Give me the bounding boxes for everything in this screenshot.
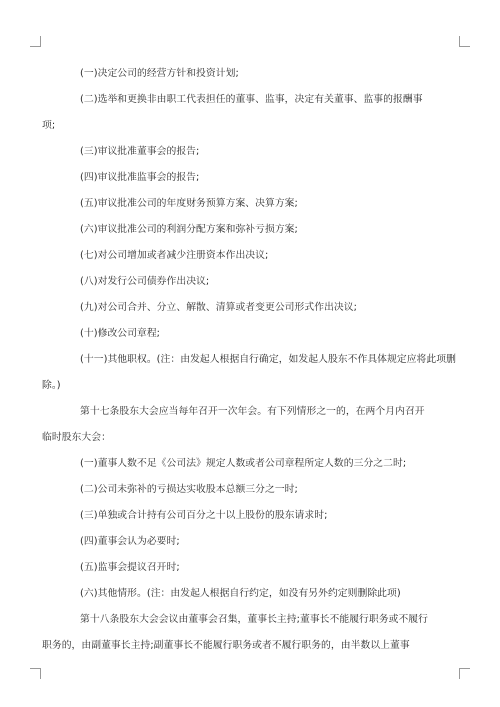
text-line: (十一)其他职权。(注：由发起人根据自行确定，如发起人股东不作具体规定应将此项删 — [80, 354, 456, 365]
text-line: 第十八条股东大会会议由董事会召集，董事长主持;董事长不能履行职务或不履行 — [80, 614, 428, 625]
text-line: 除。) — [42, 380, 61, 391]
text-line: (二)选举和更换非由职工代表担任的董事、监事，决定有关董事、监事的报酬事 — [80, 94, 423, 105]
crop-mark-top-right — [459, 36, 470, 47]
text-line: 临时股东大会： — [42, 432, 111, 443]
text-line: (一)决定公司的经营方针和投资计划; — [80, 68, 239, 79]
text-line: 项; — [42, 120, 56, 131]
text-line: (二)公司未弥补的亏损达实收股本总额三分之一时; — [80, 484, 298, 495]
text-line: (三)审议批准董事会的报告; — [80, 146, 200, 157]
text-line: (五)监事会提议召开时; — [80, 562, 180, 573]
text-line: 职务的，由副董事长主持;副董事长不能履行职务或者不履行职务的，由半数以上董事 — [42, 640, 410, 651]
crop-mark-bottom-left — [30, 668, 41, 679]
crop-mark-top-left — [30, 36, 41, 47]
text-line: (六)其他情形。(注：由发起人根据自行约定，如没有另外约定则删除此项) — [80, 588, 401, 599]
text-line: (四)董事会认为必要时; — [80, 536, 180, 547]
text-line: (九)对公司合并、分立、解散、清算或者变更公司形式作出决议; — [80, 302, 357, 313]
text-line: (六)审议批准公司的利润分配方案和弥补亏损方案; — [80, 224, 298, 235]
text-line: 第十七条股东大会应当每年召开一次年会。有下列情形之一的，在两个月内召开 — [80, 406, 425, 417]
text-line: (四)审议批准监事会的报告; — [80, 172, 200, 183]
text-line: (七)对公司增加或者减少注册资本作出决议; — [80, 250, 269, 261]
text-line: (三)单独或合计持有公司百分之十以上股份的股东请求时; — [80, 510, 328, 521]
text-line: (五)审议批准公司的年度财务预算方案、决算方案; — [80, 198, 298, 209]
text-line: (十)修改公司章程; — [80, 328, 161, 339]
text-line: (一)董事人数不足《公司法》规定人数或者公司章程所定人数的三分之二时; — [80, 458, 407, 469]
crop-mark-bottom-right — [459, 668, 470, 679]
text-line: (八)对发行公司债券作出决议; — [80, 276, 210, 287]
